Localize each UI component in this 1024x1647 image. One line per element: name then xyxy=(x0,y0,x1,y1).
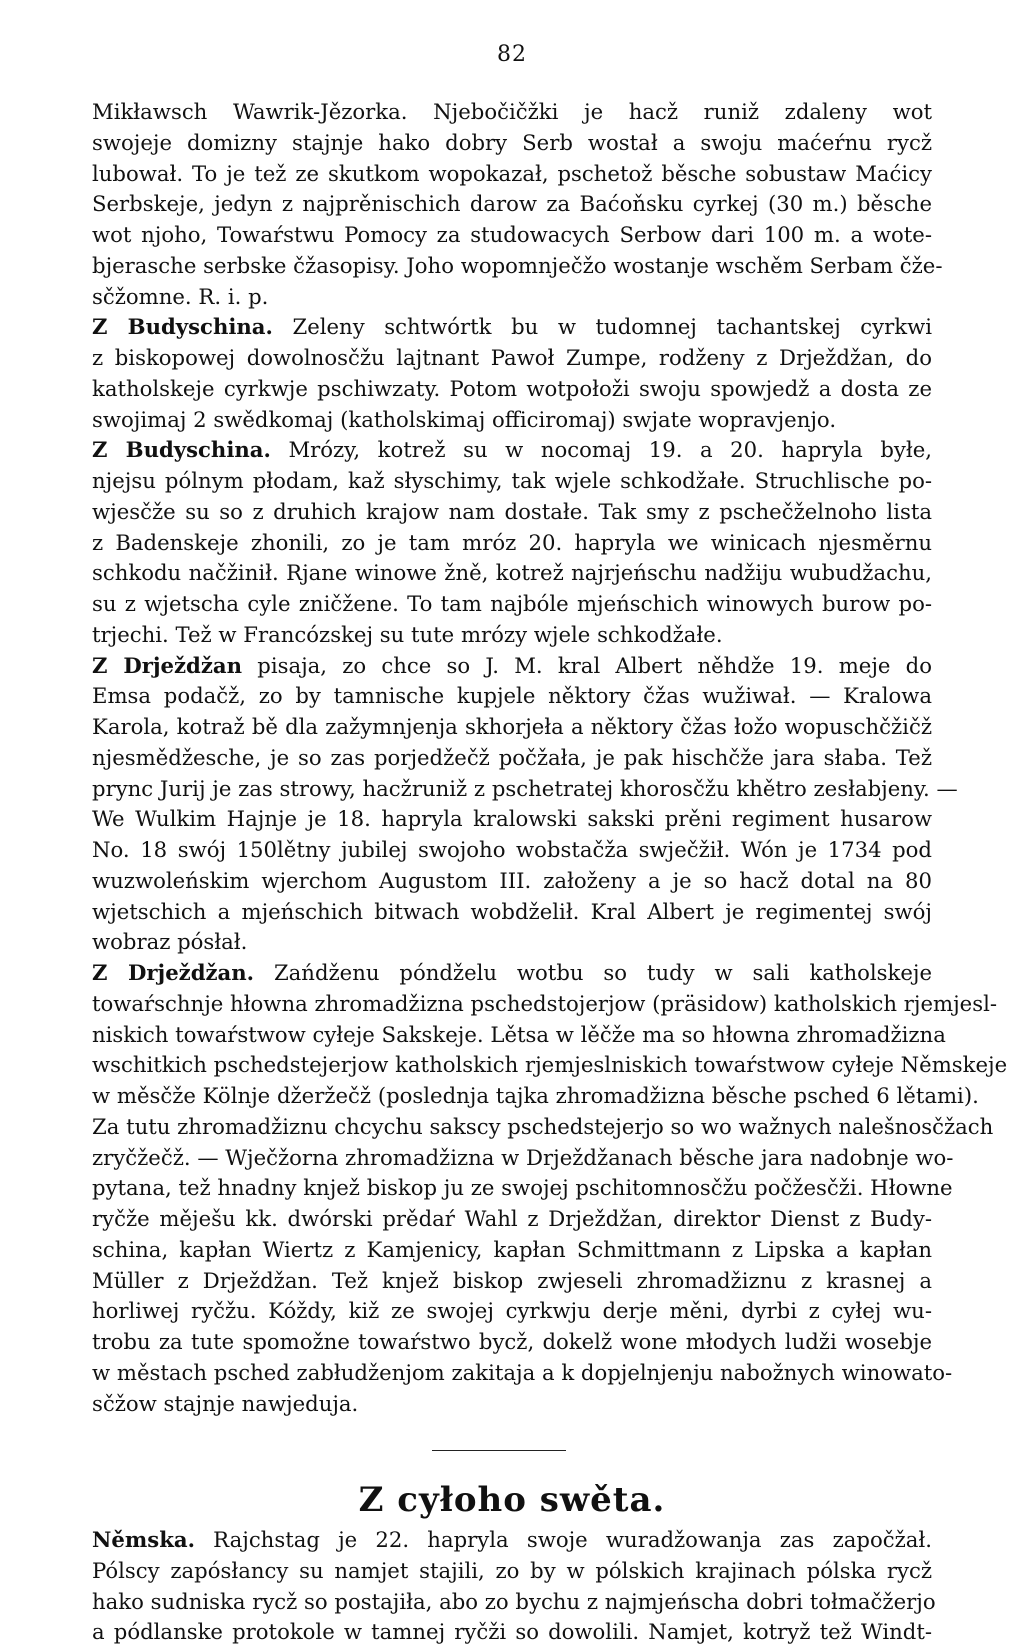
line-text: zryčžečž. — Wječžorna zhromadžizna w Drježdžanach běsche jara nadobnje wo- xyxy=(92,1144,954,1170)
line-text: Pólscy zapósłancy su namjet stajili, zo by w pólskich krajinach pólska rycž xyxy=(92,1557,932,1583)
line-text: wjesčže su so z druhich krajow nam dostałe. Tak smy z pschečželnoho lista xyxy=(92,498,932,524)
text-line xyxy=(92,497,932,527)
text-line xyxy=(92,466,932,496)
text-line xyxy=(92,1050,1008,1080)
line-text: pytana, tež hnadny knjež biskop ju ze swojej pschitomnosčžu počžesčži. Hłowne xyxy=(92,1175,953,1201)
line-text: z Badenskeje zhonili, zo je tam mróz 20. hapryla we winicach njesměrnu xyxy=(92,529,932,555)
line-text: swojimaj 2 swědkomaj (katholskimaj officiromaj) swjate wopravjenjo. xyxy=(92,406,837,432)
text-line xyxy=(92,343,932,373)
line-text: a pódlanske protokole w tamnej ryčži so dowolili. Namjet, kotryž tež Windt- xyxy=(92,1619,932,1645)
line-text: njejsu pólnym płodam, kaž słyschimy, tak wjele schkodžałe. Struchlische po- xyxy=(92,468,932,493)
line-text: Za tutu zhromadžiznu chcychu sakscy pschedstejerjo so wo wažnych nalešnosčžach xyxy=(92,1113,994,1139)
line-text: Mikławsch Wawrik-Jězorka. Njebočičžki je hacž runiž zdaleny wot xyxy=(92,99,932,124)
line-text: horliwej ryčžu. Kóždy, kiž ze swojej cyrkwju derje měni, dyrbi z cyłej wu- xyxy=(92,1298,932,1324)
text-line xyxy=(92,1112,994,1142)
text-line xyxy=(92,866,932,896)
text-line xyxy=(92,189,932,219)
text-line xyxy=(92,1235,932,1265)
text-line xyxy=(92,743,932,773)
text-line xyxy=(92,620,932,650)
text-line xyxy=(92,712,932,742)
line-text: prync Jurij je zas strowy, hacžruniž z pschetratej khorosčžu khětro zesłabjeny. — xyxy=(92,775,958,801)
text-line xyxy=(92,435,932,465)
text-line xyxy=(92,651,932,681)
line-text: Serbskeje, jedyn z najprěnischich darow za Baćoňsku cyrkej (30 m.) běsche xyxy=(92,191,932,217)
text-line xyxy=(92,159,932,189)
line-text: trobu za tute spomožne towaŕstwo bycž, dokelž wone młodych ludži wosebje xyxy=(92,1329,932,1354)
line-text: bjerasche serbske čžasopisy. Joho wopomnječžo wostanje wschěm Serbam čže- xyxy=(92,252,943,278)
article-lead: Z Drježdžan. xyxy=(92,960,255,985)
line-text: sčžomne. R. i. p. xyxy=(92,283,269,309)
text-line xyxy=(92,1389,932,1419)
line-text: niskich towaŕstwow cyłeje Sakskeje. Lětsa w lěčže ma so hłowna zhromadžizna xyxy=(92,1021,946,1047)
line-text: lubował. To je tež ze skutkom wopokazał, pschetož běsche sobustaw Maćicy xyxy=(92,160,932,186)
line-text: towaŕschnje hłowna zhromadžizna pschedstojerjow (präsidow) katholskich rjemjesl- xyxy=(92,990,998,1016)
text-line xyxy=(92,1204,932,1234)
line-text: Zańdženu póndželu wotbu so tudy w sali katholskeje xyxy=(254,960,932,985)
line-text: swojeje domizny stajnje hako dobry Serb wostał a swoju maćeŕnu rycž xyxy=(92,129,932,155)
text-line xyxy=(92,1020,946,1050)
line-text: hako sudniska rycž so postajiła, abo zo bychu z najmjeńscha dobri tołmačžerjo xyxy=(92,1588,936,1614)
text-line xyxy=(92,282,932,312)
text-line xyxy=(92,1617,932,1647)
line-text: su z wjetscha cyle zničžene. To tam najbóle mjeńschich winowych burow po- xyxy=(92,591,932,616)
line-text: katholskeje cyrkwje pschiwzaty. Potom wotpołoži swoju spowjedž a dosta ze xyxy=(92,375,932,401)
text-line xyxy=(92,374,932,404)
text-line xyxy=(92,97,932,127)
line-text: wuzwoleńskim wjerchom Augustom III. załoženy a je so hacž dotal na 80 xyxy=(92,867,932,893)
article-lead: Němska. xyxy=(92,1527,195,1552)
article-lead: Z Budyschina. xyxy=(92,437,271,463)
line-text: trjechi. Tež w Francózskej su tute mrózy wjele schkodžałe. xyxy=(92,621,723,647)
line-text: Zeleny schtwórtk bu w tudomnej tachantskej cyrkwi xyxy=(272,314,932,340)
line-text: schkodu načžinił. Rjane winowe žně, kotrež najrjeńschu nadžiju wubudžachu, xyxy=(92,560,932,586)
text-line xyxy=(92,958,932,988)
line-text: wot njoho, Towaŕstwu Pomocy za studowacych Serbow dari 100 m. a wote- xyxy=(92,222,932,247)
text-line xyxy=(92,1587,936,1617)
text-line xyxy=(92,220,932,250)
line-text: njesmědžesche, je so zas porjedžečž počžała, je pak hischčže jara słaba. Tež xyxy=(92,744,932,770)
text-line xyxy=(92,1556,932,1586)
text-line xyxy=(92,558,932,588)
line-text: Mrózy, kotrež su w nocomaj 19. a 20. hapryla byłe, xyxy=(270,437,932,463)
text-line xyxy=(92,989,998,1019)
text-line xyxy=(92,1143,954,1173)
text-line xyxy=(92,835,932,865)
line-text: sčžow stajnje nawjeduja. xyxy=(92,1390,359,1416)
line-text: Rajchstag je 22. hapryla swoje wuradžowanja zas započžał. xyxy=(194,1527,932,1552)
text-line xyxy=(92,681,932,711)
section-divider xyxy=(432,1450,566,1451)
text-line xyxy=(92,589,932,619)
text-line xyxy=(92,1525,932,1555)
line-text: w měsčže Kölnje džeržečž (poslednja tajka zhromadžizna běsche psched 6 lětami). xyxy=(92,1083,979,1108)
text-line xyxy=(92,1266,932,1296)
article-lead: Z Budyschina. xyxy=(92,314,273,340)
line-text: w městach psched zabłudženjom zakitaja a k dopjelnjenju nabožnych winowato- xyxy=(92,1359,953,1385)
line-text: pisaja, zo chce so J. M. kral Albert něhdže 19. meje do xyxy=(242,652,932,678)
text-line xyxy=(92,128,932,158)
text-line xyxy=(92,927,932,957)
text-line xyxy=(92,1081,979,1111)
text-line xyxy=(92,1358,953,1388)
line-text: Emsa podačž, zo by tamnische kupjele něktory čžas wužiwał. — Kralowa xyxy=(92,683,932,709)
line-text: wschitkich pschedstejerjow katholskich rjemjeslniskich towaŕstwow cyłeje Němskeje xyxy=(92,1052,1008,1078)
text-line xyxy=(92,405,932,435)
text-line xyxy=(92,528,932,558)
text-line xyxy=(92,804,932,834)
line-text: z biskopowej dowolnosčžu lajtnant Pawoł Zumpe, rodženy z Drježdžan, do xyxy=(92,345,932,370)
line-text: wjetschich a mjeńschich bitwach wobdželił. Kral Albert je regimentej swój xyxy=(92,898,932,924)
section-heading: Z cyłoho swěta. xyxy=(358,1480,666,1520)
text-line xyxy=(92,1327,932,1357)
line-text: We Wulkim Hajnje je 18. hapryla kralowski sakski prěni regiment husarow xyxy=(92,806,932,832)
page-number: 82 xyxy=(497,42,527,67)
text-line xyxy=(92,897,932,927)
line-text: wobraz pósłał. xyxy=(92,929,248,955)
text-line xyxy=(92,774,958,804)
text-line xyxy=(92,1173,953,1203)
text-line xyxy=(92,251,943,281)
line-text: schina, kapłan Wiertz z Kamjenicy, kapłan Schmittmann z Lipska a kapłan xyxy=(92,1236,932,1262)
text-line xyxy=(92,1296,932,1326)
article-lead: Z Drježdžan xyxy=(92,652,243,678)
line-text: No. 18 swój 150lětny jubilej swojoho wobstačža swječžił. Wón je 1734 pod xyxy=(92,837,932,862)
line-text: Karola, kotraž bě dla zažymnjenja skhorjeła a něktory čžas łožo wopuschčžičž xyxy=(92,714,932,739)
line-text: Müller z Drježdžan. Tež knjež biskop zwjeseli zhromadžiznu z krasnej a xyxy=(92,1267,932,1293)
text-line xyxy=(92,312,932,342)
line-text: ryčže měješu kk. dwórski prědaŕ Wahl z Drježdžan, direktor Dienst z Budy- xyxy=(92,1206,932,1231)
